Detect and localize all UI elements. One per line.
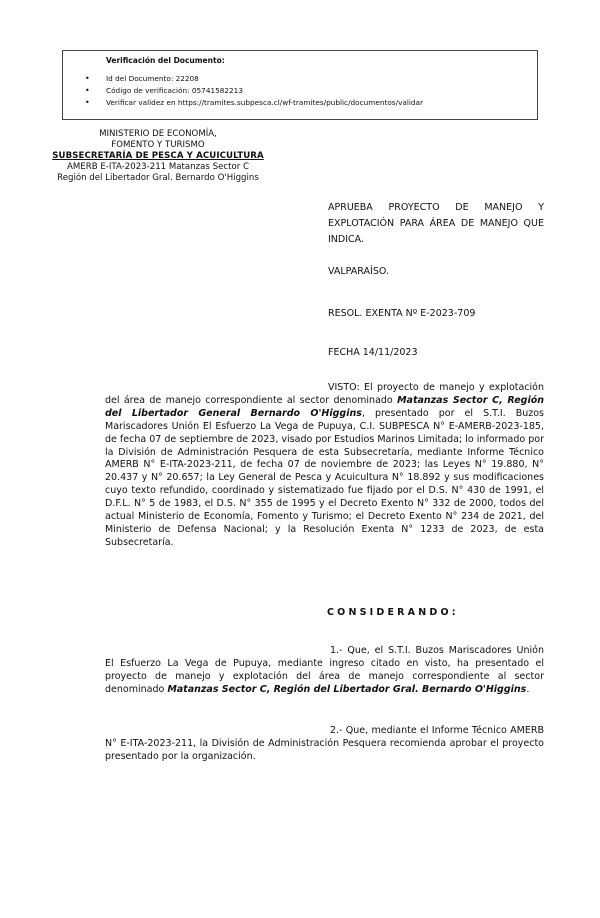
- verification-list: [63, 73, 423, 109]
- considerando-item-1: [105, 645, 544, 697]
- visto-place-name: Matanzas Sector C, Región del Libertador General Bernardo O'Higgins: [105, 394, 544, 419]
- subsecretaria-line: SUBSECRETARÍA DE PESCA Y ACUICULTURA: [52, 151, 264, 161]
- verification-title: Verificación del Documento:: [106, 56, 225, 65]
- considerando-1-place-name: Matanzas Sector C, Región del Libertador Gral. Bernardo O'Higgins: [167, 683, 527, 695]
- visto-rest-text: , presentado por el S.T.I. Buzos Mariscadores Unión El Esfuerzo La Vega de Pupuya, C.I. SUBPESCA N° E-AMERB-2023-185, de fecha 07 de septiembre de 2023, visado por Estudios Marinos Limitada; lo informado por la División de Administración Pesquera de esta Subsecretaría, mediante Informe Técnico AMERB N° E-ITA-2023-211, de fecha 07 de noviembre de 2023; las Leyes N° 19.880, N° 20.437 y N° 20.657; la Ley General de Pesca y Acuicultura N° 18.892 y sus modificaciones cuyo texto refundido, coordinado y sistematizado fue fijado por el D.S. N° 430 de 1991, el D.F.L. N° 5 de 1983, el D.S. N° 355 de 1995 y el Decreto Exento N° 332 de 2000, todos del actual Ministerio de Economía, Fomento y Turismo; el Decreto Exento N° 234 de 2021, del Ministerio de Defensa Nacional; y la Resolución Exenta N° 1233 de 2023, de esta Subsecretaría.: [105, 407, 544, 548]
- ministry-header: [20, 129, 296, 184]
- verification-box: [62, 50, 538, 120]
- resolution-number: RESOL. EXENTA Nº E-2023-709: [328, 308, 476, 319]
- ministry-line-1: MINISTERIO DE ECONOMÍA,: [99, 129, 217, 139]
- resolution-title: APRUEBA PROYECTO DE MANEJO Y EXPLOTACIÓN PARA ÁREA DE MANEJO QUE INDICA.: [328, 202, 544, 245]
- document-id-item: • Id del Documento: 22208: [63, 73, 423, 85]
- ministry-line-2: FOMENTO Y TURISMO: [111, 140, 205, 150]
- resolution-date: FECHA 14/11/2023: [328, 347, 418, 358]
- city-line: VALPARAÍSO.: [328, 266, 389, 277]
- considerando-heading: CONSIDERANDO:: [327, 607, 459, 618]
- visto-paragraph: [105, 382, 544, 550]
- considerando-1-lead: 1.- Que, el S.T.I. Buzos Mariscadores Unión El Esfuerzo La Vega de Pupuya, mediante ingreso citado en visto, ha presentado el proyecto de manejo y explotación del área de manejo correspondiente al sector denominado: [105, 645, 544, 695]
- visto-lead-text: VISTO: El proyecto de manejo y explotación del área de manejo correspondiente al sector denominado: [105, 382, 544, 406]
- verification-link-item[interactable]: • Verificar validez en https://tramites.subpesca.cl/wf-tramites/public/documentos/validar: [63, 97, 423, 109]
- amerb-reference-line: AMERB E-ITA-2023-211 Matanzas Sector C: [67, 162, 249, 172]
- considerando-2-text: 2.- Que, mediante el Informe Técnico AMERB N° E-ITA-2023-211, la División de Administración Pesquera recomienda aprobar el proyecto presentado por la organización.: [105, 725, 544, 762]
- considerando-item-2: [105, 725, 544, 764]
- verification-code-item: • Código de verificación: 05741582213: [63, 85, 423, 97]
- considerando-1-rest: .: [526, 683, 530, 695]
- region-line: Región del Libertador Gral. Bernardo O'Higgins: [57, 173, 259, 183]
